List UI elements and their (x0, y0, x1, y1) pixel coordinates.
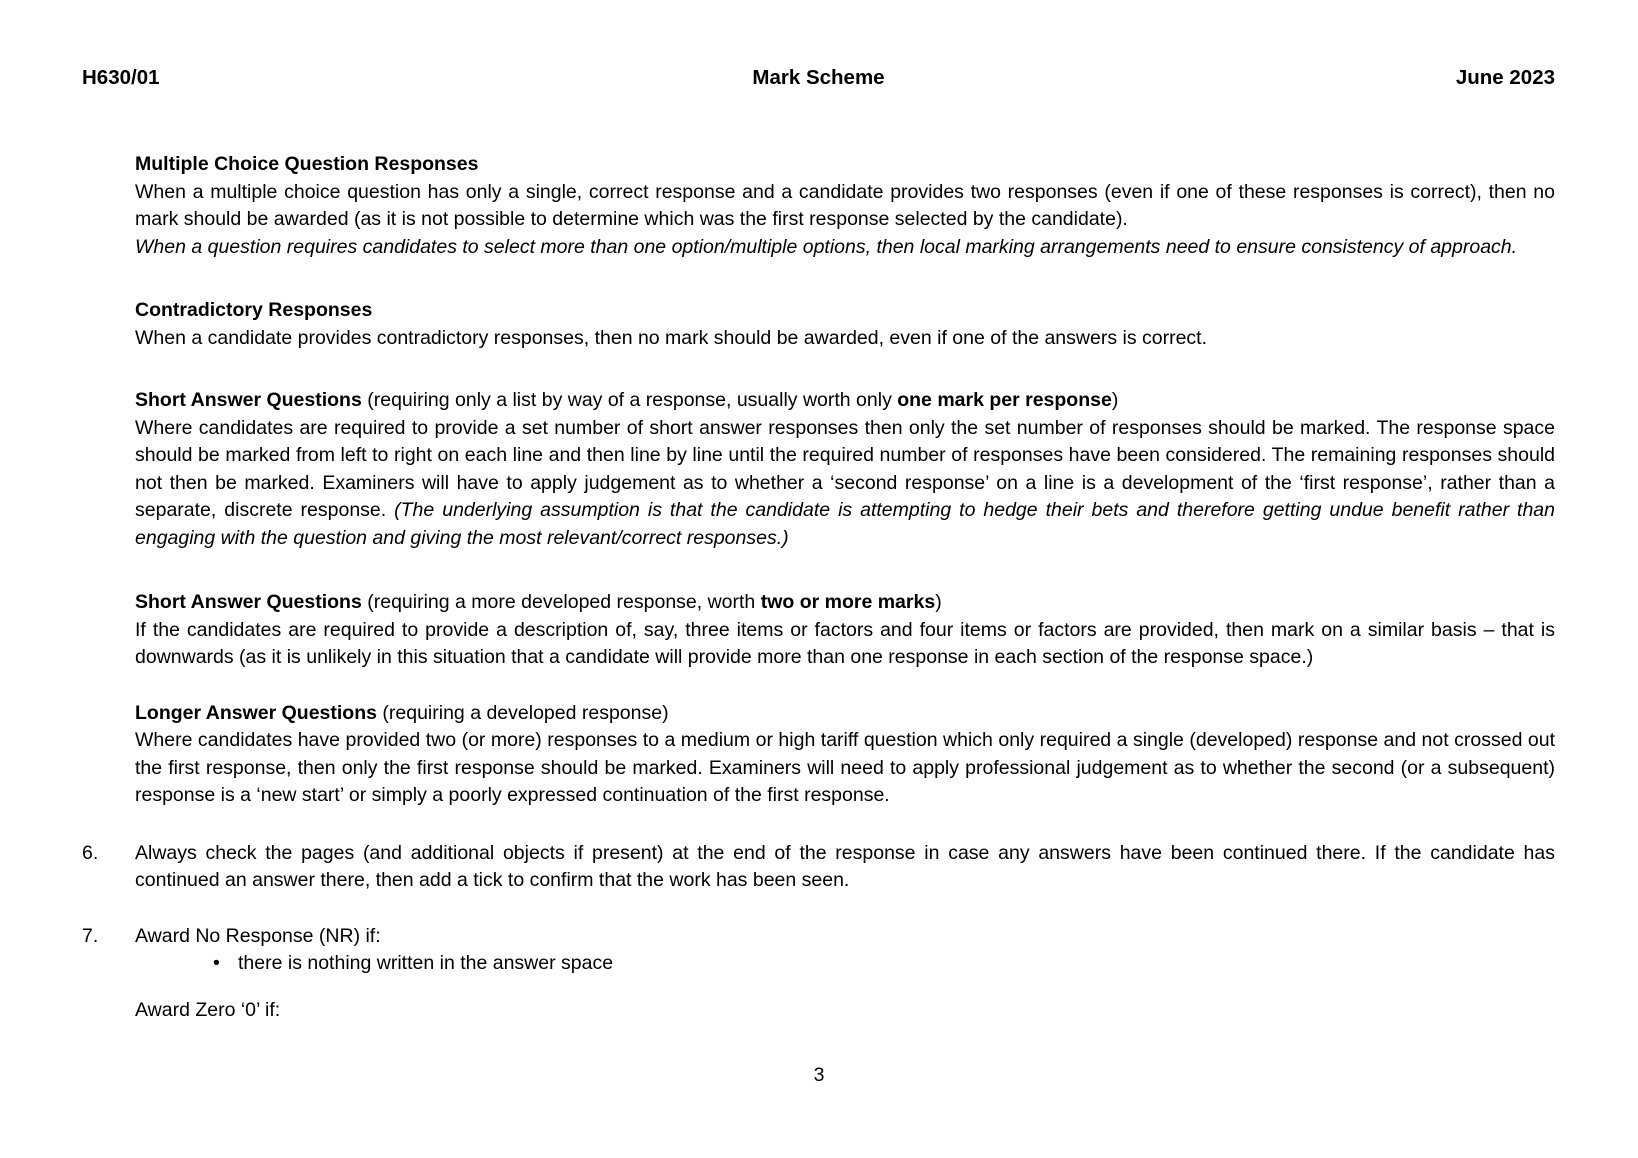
heading-regular-run: (requiring a more developed response, worth (361, 591, 761, 613)
section-paragraph: If the candidates are required to provide a description of, say, three items or factors and four items or factors are provided, then mark on a similar basis – that is downwards (as it is unlikely in this situation that a candidate will provide more than one response in each section of the response space.) (135, 618, 1555, 668)
heading-bold-run: Short Answer Questions (135, 389, 362, 411)
section-paragraph-italic: When a question requires candidates to select more than one option/multiple options, then local marking arrangements need to ensure consistency of approach. (135, 235, 1518, 258)
section-short-answer-list (135, 387, 1555, 552)
heading-regular-run: ) (1111, 389, 1119, 411)
bullet-list-item (135, 950, 1555, 978)
section-heading (135, 387, 1555, 415)
heading-bold-run: two or more marks (760, 591, 936, 613)
item-number: 7. (82, 924, 99, 947)
section-paragraph: When a candidate provides contradictory responses, then no mark should be awarded, even if one of the answers is correct. (135, 326, 1208, 349)
heading-bold-run: Short Answer Questions (135, 591, 362, 613)
section-heading: Contradictory Responses (135, 299, 373, 321)
numbered-item-6 (82, 840, 1555, 895)
document-body (82, 151, 1555, 1024)
heading-bold-run: Longer Answer Questions (135, 701, 377, 724)
numbered-item-7 (82, 923, 1555, 1025)
heading-regular-run: (requiring only a list by way of a response, usually worth only (361, 389, 898, 411)
award-zero-line: Award Zero ‘0’ if: (135, 998, 281, 1021)
heading-bold-run: one mark per response (897, 389, 1112, 411)
item-text: Always check the pages (and additional objects if present) at the end of the response in case any answers have been continued there. If the candidate has continued an answer there, then add a tick to confirm that the work has been seen. (135, 841, 1555, 891)
section-short-answer-developed (135, 589, 1555, 672)
section-heading: Multiple Choice Question Responses (135, 153, 479, 175)
section-paragraph: Where candidates have provided two (or more) responses to a medium or high tariff question which only required a single (developed) response and not crossed out the first response, then only the first response should be marked. Examiners will need to apply professional judgement as to whether the second (or a subsequent) response is a ‘new start’ or simply a poorly expressed continuation of the first response. (135, 729, 1555, 806)
bullet-icon: • (213, 952, 220, 974)
bullet-text: there is nothing written in the answer space (238, 952, 614, 974)
header-title: Mark Scheme (752, 66, 885, 89)
heading-regular-run: (requiring a developed response) (376, 701, 669, 724)
section-multiple-choice-responses (135, 151, 1555, 261)
paragraph-italic-run: (The underlying assumption is that the candidate is attempting to hedge their bets and therefore getting undue benefit rather than engaging with the question and giving the most relevant/correct responses.) (135, 499, 1555, 549)
paragraph-regular-run: Where candidates are required to provide a set number of short answer responses then only the set number of responses should be marked. The response space should be marked from left to right on each line and then line by line until the required number of responses have been considered. The remaining responses should not then be marked. Examiners will have to apply judgement as to whether a ‘second response’ on a line is a development of the ‘first response’, rather than a separate, discrete response. (135, 416, 1555, 521)
section-paragraph (135, 415, 1555, 553)
section-contradictory-responses (135, 297, 1555, 352)
section-heading (135, 589, 1555, 617)
section-paragraph: When a multiple choice question has only a single, correct response and a candidate provides two responses (even if one of these responses is correct), then no mark should be awarded (as it is not possible to determine which was the first response selected by the candidate). (135, 180, 1555, 230)
header-spec-code: H630/01 (82, 66, 160, 89)
section-longer-answer (135, 700, 1555, 810)
header-session: June 2023 (1455, 66, 1555, 89)
page-header (82, 66, 1555, 94)
section-heading (135, 700, 1555, 728)
item-number: 6. (82, 841, 99, 864)
heading-regular-run: ) (935, 591, 942, 613)
page-number: 3 (813, 1064, 825, 1086)
item-text: Award No Response (NR) if: (135, 924, 381, 947)
